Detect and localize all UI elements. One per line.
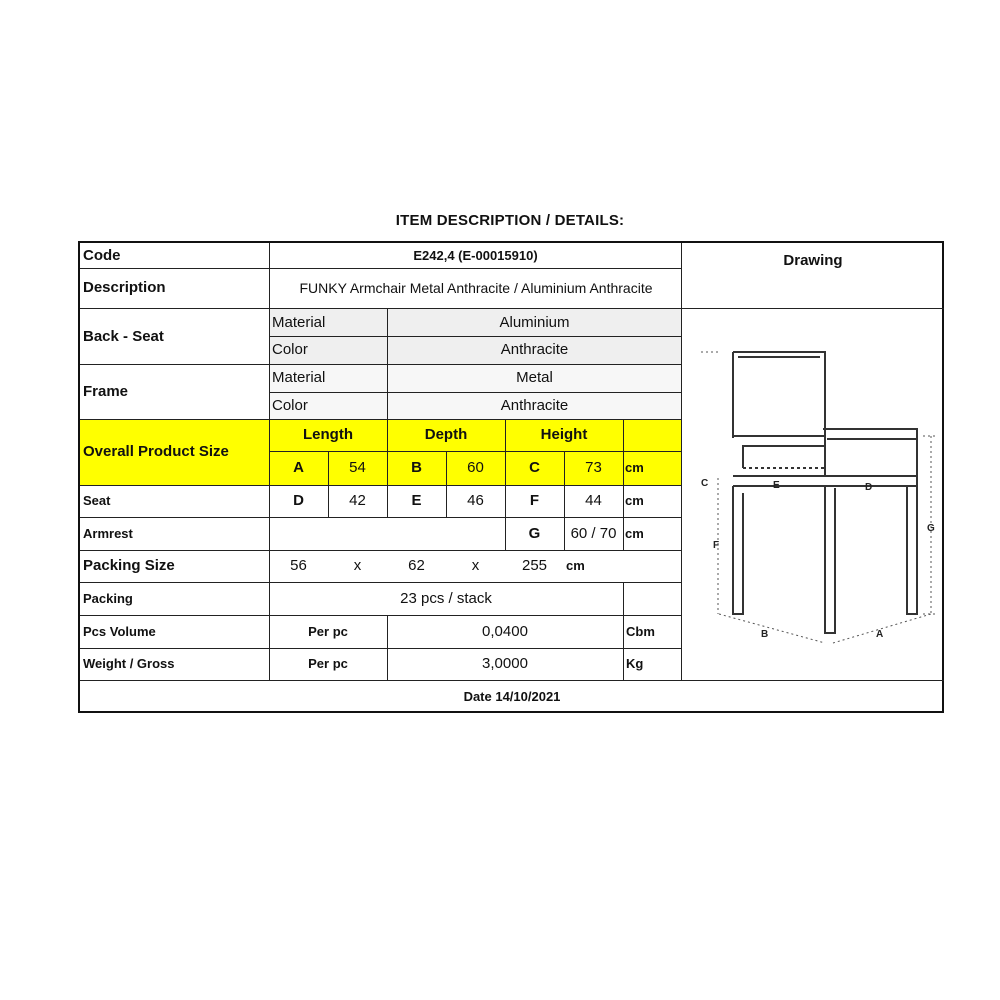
drawing-letter-d: D bbox=[865, 482, 873, 493]
height-header: Height bbox=[540, 426, 588, 443]
back-seat-label: Back - Seat bbox=[83, 327, 164, 345]
dim-f-value: 44 bbox=[585, 492, 602, 509]
frame-material: Metal bbox=[516, 369, 553, 386]
packing-size-x1: x bbox=[353, 557, 362, 574]
armrest-label: Armrest bbox=[83, 525, 133, 541]
pcs-volume-per: Per pc bbox=[308, 623, 348, 639]
dim-a-letter: A bbox=[293, 459, 304, 476]
frame-color-label: Color bbox=[272, 396, 308, 414]
dim-g-value: 60 / 70 bbox=[570, 524, 617, 542]
code-value: E242,4 (E-00015910) bbox=[413, 247, 538, 263]
back-seat-color: Anthracite bbox=[500, 341, 569, 358]
pcs-volume-unit: Cbm bbox=[626, 623, 655, 639]
dim-c-value: 73 bbox=[585, 459, 602, 476]
dim-e-value: 46 bbox=[467, 492, 484, 509]
packing-size-height: 255 bbox=[521, 557, 548, 574]
packing-label: Packing bbox=[83, 590, 133, 606]
spec-sheet bbox=[78, 241, 944, 713]
date-footer: Date 14/10/2021 bbox=[463, 688, 561, 704]
seat-label: Seat bbox=[83, 493, 111, 508]
weight-value: 3,0000 bbox=[482, 655, 528, 672]
packing-size-label: Packing Size bbox=[83, 557, 175, 574]
weight-unit: Kg bbox=[626, 656, 644, 671]
frame-material-label: Material bbox=[272, 369, 326, 386]
back-seat-material-label: Material bbox=[272, 313, 326, 331]
dimension-lines bbox=[701, 352, 938, 643]
description-label: Description bbox=[83, 279, 166, 296]
dim-a-value: 54 bbox=[349, 459, 366, 476]
drawing-letter-e: E bbox=[773, 480, 780, 491]
dim-c-letter: C bbox=[529, 459, 540, 476]
frame-label: Frame bbox=[83, 382, 129, 400]
weight-label: Weight / Gross bbox=[83, 656, 175, 671]
drawing-label: Drawing bbox=[783, 252, 843, 269]
dim-g-letter: G bbox=[528, 524, 541, 542]
armchair-drawing bbox=[683, 308, 946, 683]
code-label: Code bbox=[83, 246, 121, 264]
dim-d-letter: D bbox=[293, 492, 304, 509]
armchair-outline bbox=[733, 352, 917, 633]
dim-f-letter: F bbox=[529, 492, 540, 509]
armrest-unit: cm bbox=[625, 525, 644, 541]
seat-unit: cm bbox=[625, 493, 644, 508]
packing-size-x2: x bbox=[471, 557, 480, 574]
overall-size-label: Overall Product Size bbox=[83, 443, 229, 460]
length-header: Length bbox=[303, 426, 353, 443]
pcs-volume-value: 0,0400 bbox=[482, 622, 528, 640]
dim-b-letter: B bbox=[411, 459, 422, 476]
dim-d-value: 42 bbox=[349, 492, 366, 509]
packing-size-depth: 62 bbox=[408, 557, 425, 574]
drawing-letter-a: A bbox=[876, 629, 884, 640]
dim-e-letter: E bbox=[411, 492, 422, 509]
drawing-letter-b: B bbox=[761, 629, 769, 640]
drawing-letter-g: G bbox=[927, 523, 935, 534]
description-value: FUNKY Armchair Metal Anthracite / Aluminium Anthracite bbox=[299, 279, 653, 296]
back-seat-material: Aluminium bbox=[499, 313, 570, 331]
weight-per: Per pc bbox=[308, 656, 348, 671]
pcs-volume-label: Pcs Volume bbox=[83, 623, 156, 639]
depth-header: Depth bbox=[424, 426, 468, 443]
page-title: ITEM DESCRIPTION / DETAILS: bbox=[395, 212, 625, 229]
drawing-letter-c: C bbox=[701, 478, 709, 489]
packing-size-length: 56 bbox=[290, 557, 307, 574]
packing-value: 23 pcs / stack bbox=[400, 589, 492, 607]
frame-color: Anthracite bbox=[500, 396, 569, 414]
drawing-letter-f: F bbox=[713, 540, 720, 551]
overall-unit: cm bbox=[625, 460, 644, 475]
dim-b-value: 60 bbox=[467, 459, 484, 476]
packing-size-unit: cm bbox=[566, 558, 585, 573]
back-seat-color-label: Color bbox=[272, 341, 308, 358]
